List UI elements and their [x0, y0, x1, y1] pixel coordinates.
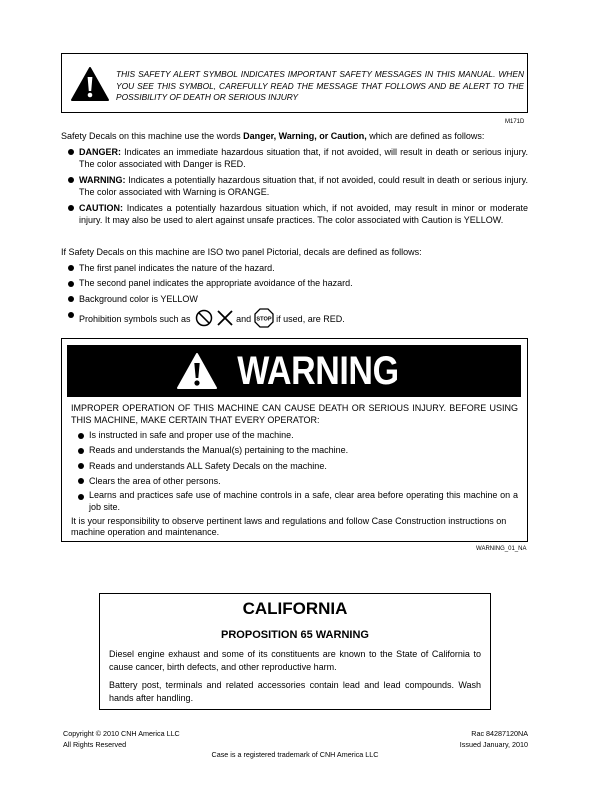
california-paragraph-2: Battery post, terminals and related accessories contain lead and lead compounds. Wash hands after handling. — [109, 680, 481, 703]
iso-list — [61, 262, 528, 330]
stop-sign-label: STOP — [256, 316, 272, 323]
safety-alert-text: THIS SAFETY ALERT SYMBOL INDICATES IMPORTANT SAFETY MESSAGES IN THIS MANUAL. WHEN YOU SEE THIS SYMBOL, CAREFULLY READ THE MESSAGE THAT FOLLOWS AND BE ALERT TO THE POSSIBILITY OF DEATH OR SERIOUS INJURY — [116, 69, 524, 102]
list-item: Reads and understands ALL Safety Decals on the machine. — [71, 460, 518, 473]
iso-intro: If Safety Decals on this machine are ISO two panel Pictorial, decals are defined as follows: — [61, 247, 422, 257]
trademark: Case is a registered trademark of CNH America LLC — [211, 750, 379, 759]
part-number: Rac 84287120NA — [471, 729, 528, 738]
alert-triangle-icon — [70, 66, 110, 102]
list-item: CAUTION: Indicates a potentially hazardous situation which, if not avoided, may result in minor or moderate injury. It may also be used to alert against unsafe practices. The color associated with Caution is YELLOW. — [61, 202, 528, 227]
issued-date: Issued January, 2010 — [459, 739, 528, 749]
list-item: Is instructed in safe and proper use of the machine. — [71, 429, 518, 442]
rights: All Rights Reserved — [63, 739, 127, 749]
footer-left — [63, 729, 180, 750]
prohibition-circle-icon — [195, 309, 213, 327]
signal-words-section — [61, 130, 528, 227]
safety-alert-box — [61, 53, 528, 113]
list-item: Reads and understands the Manual(s) pertaining to the machine. — [71, 444, 518, 457]
warning-heading: IMPROPER OPERATION OF THIS MACHINE CAN CAUSE DEATH OR SERIOUS INJURY. BEFORE USING THIS MACHINE, MAKE CERTAIN THAT EVERY OPERATOR: — [71, 403, 518, 425]
iso-section — [61, 246, 528, 329]
list-item: DANGER: Indicates an immediate hazardous situation that, if not avoided, will result in death or serious injury. The color associated with Danger is RED. — [61, 146, 528, 171]
warning-list — [71, 429, 518, 513]
list-item: Clears the area of other persons. — [71, 475, 518, 488]
signal-words-intro: Safety Decals on this machine use the words Danger, Warning, or Caution, which are defined as follows: — [61, 131, 485, 141]
footer-right — [460, 729, 528, 750]
warning-footer: It is your responsibility to observe pertinent laws and regulations and follow Case Construction instructions on machine operation and maintenance. — [71, 515, 507, 538]
california-box — [99, 593, 491, 710]
signal-words-list — [61, 146, 528, 227]
list-item: Background color is YELLOW — [61, 293, 528, 306]
california-subtitle: PROPOSITION 65 WARNING — [221, 629, 369, 641]
warning-body — [71, 403, 518, 539]
warning-code: WARNING_01_NA — [476, 546, 527, 552]
copyright: Copyright © 2010 CNH America LLC — [63, 729, 180, 738]
prohibition-x-icon — [216, 309, 234, 327]
list-item: Learns and practices safe use of machine controls in a safe, clear area before operating this machine on a job site. — [71, 490, 518, 513]
stop-sign-icon — [254, 308, 274, 328]
warning-banner — [67, 345, 521, 397]
alert-code: M171D — [505, 119, 525, 125]
list-item: Prohibition symbols such as and STOP if used, are RED. — [61, 308, 528, 329]
list-item: WARNING: Indicates a potentially hazardous situation that, if not avoided, could result in death or serious injury. The color associated with Warning is ORANGE. — [61, 174, 528, 199]
california-paragraph-1: Diesel engine exhaust and some of its constituents are known to the State of California to cause cancer, birth defects, and other reproductive harm. — [109, 649, 481, 672]
california-title: CALIFORNIA — [242, 599, 348, 618]
warning-triangle-icon — [175, 351, 219, 391]
list-item: The second panel indicates the appropriate avoidance of the hazard. — [61, 277, 528, 290]
list-item: The first panel indicates the nature of the hazard. — [61, 262, 528, 275]
warning-title: WARNING — [237, 348, 399, 393]
warning-box — [61, 338, 528, 542]
